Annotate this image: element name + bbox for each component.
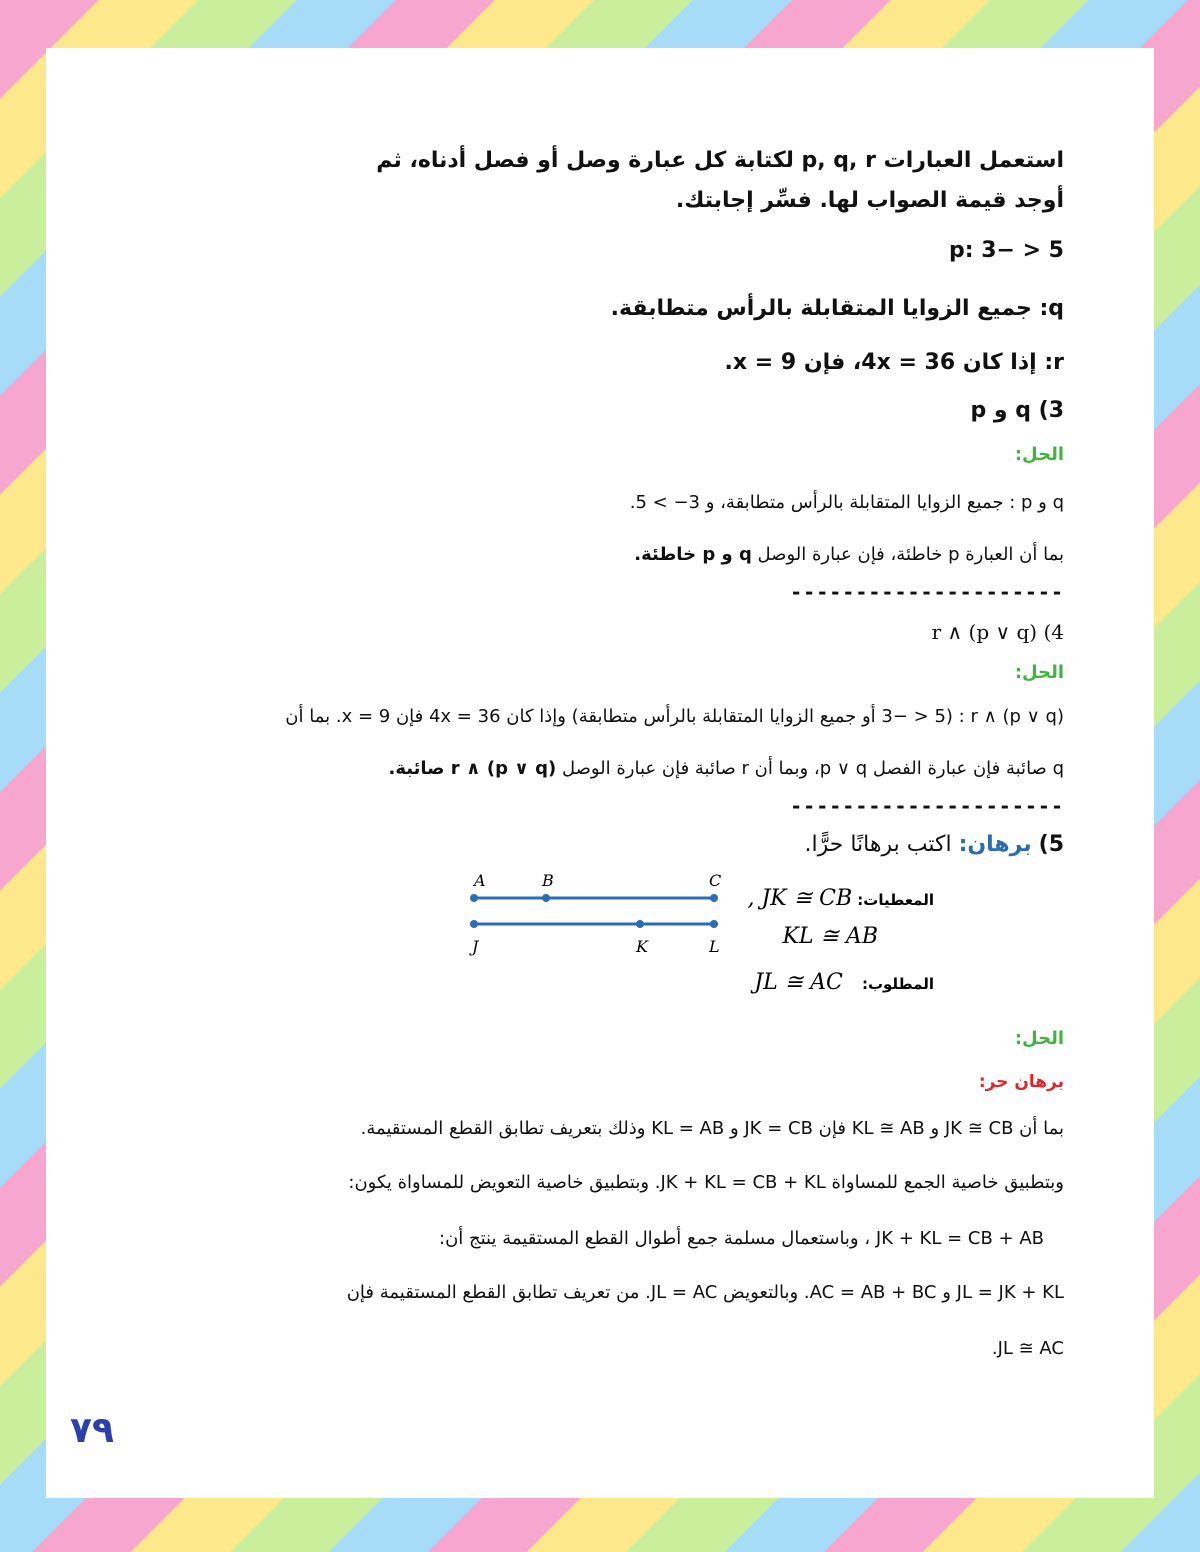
point-k <box>636 920 644 928</box>
q4-solution-label: الحل: <box>1014 662 1064 683</box>
q5-label: برهان: <box>958 832 1032 857</box>
q5-solution-label: الحل: <box>1014 1028 1064 1049</box>
q4-title: 4) (p ∨ q) ∧ r <box>931 620 1064 644</box>
q5-header <box>805 832 1064 857</box>
point-a <box>470 894 478 902</box>
statement-q: q: جميع الزوايا المتقابلة بالرأس متطابقة. <box>610 296 1064 321</box>
q3-line-2-bold: q و p خاطئة. <box>634 544 752 565</box>
q5-givens-row-2 <box>782 924 878 949</box>
label-j: J <box>472 937 479 956</box>
required-label: المطلوب: <box>861 975 934 993</box>
givens-label: المعطيات: <box>857 891 934 909</box>
statement-p: p: 3− > 5 <box>948 238 1064 263</box>
segment-diagram <box>456 868 736 958</box>
q3-divider: --------------------- <box>790 580 1064 604</box>
page <box>46 48 1154 1498</box>
label-k: K <box>636 937 648 956</box>
q5-text: اكتب برهانًا حرًّا. <box>804 832 952 857</box>
q3-line-2 <box>634 544 1064 565</box>
required-statement: JL ≅ AC <box>754 970 843 995</box>
statement-r: r: إذا كان 4x = 36، فإن x = 9. <box>724 350 1064 375</box>
point-c <box>710 894 718 902</box>
proof-line-3: JK + KL = CB + AB ، وباستعمال مسلمة جمع أطوال القطع المستقيمة ينتج أن: <box>439 1228 1044 1249</box>
q4-line-1: (p ∨ q) ∧ r : (3− > 5 أو جميع الزوايا المتقابلة بالرأس متطابقة) وإذا كان 4x = 36 فإن x = 9. بما أن <box>285 706 1064 727</box>
given-2: KL ≅ AB <box>782 924 878 949</box>
proof-label: برهان حر: <box>978 1072 1064 1092</box>
q5-required-row <box>754 970 934 995</box>
label-l: L <box>709 937 720 956</box>
proof-line-5: JL ≅ AC. <box>991 1338 1064 1359</box>
q4-line-2-bold: (p ∨ q) ∧ r صائبة. <box>388 758 557 779</box>
given-1: JK ≅ CB , <box>747 886 853 911</box>
point-l <box>710 920 718 928</box>
proof-line-4: JL = JK + KL و AC = AB + BC. وبالتعويض JL = AC. من تعريف تطابق القطع المستقيمة فإن <box>346 1282 1064 1303</box>
proof-line-1: بما أن JK ≅ CB و KL ≅ AB فإن JK = CB و KL = AB وذلك بتعريف تطابق القطع المستقيمة. <box>360 1118 1064 1139</box>
label-b: B <box>542 871 554 890</box>
q3-line-2-text: بما أن العبارة p خاطئة، فإن عبارة الوصل <box>751 544 1064 565</box>
q3-line-1: q و p : جميع الزوايا المتقابلة بالرأس متطابقة، و 3− > 5. <box>629 492 1064 513</box>
q5-givens-row-1 <box>747 886 934 911</box>
intro-line-2: أوجد قيمة الصواب لها. فسِّر إجابتك. <box>675 188 1064 213</box>
q4-line-2-text: q صائبة فإن عبارة الفصل p ∨ q، وبما أن r صائبة فإن عبارة الوصل <box>556 758 1064 779</box>
q3-title: 3) q و p <box>970 398 1064 423</box>
label-c: C <box>709 871 722 890</box>
q4-line-2 <box>389 758 1065 779</box>
proof-line-2: وبتطبيق خاصية الجمع للمساواة JK + KL = CB + KL. وبتطبيق خاصية التعويض للمساواة يكون: <box>348 1172 1064 1193</box>
q5-number: 5) <box>1038 832 1064 857</box>
label-a: A <box>474 871 486 890</box>
intro-line-1: استعمل العبارات p, q, r لكتابة كل عبارة وصل أو فصل أدناه، ثم <box>376 148 1064 173</box>
point-j <box>470 920 478 928</box>
q3-solution-label: الحل: <box>1014 444 1064 465</box>
q4-divider: --------------------- <box>790 794 1064 818</box>
point-b <box>542 894 550 902</box>
page-number: ٧٩ <box>70 1410 114 1451</box>
